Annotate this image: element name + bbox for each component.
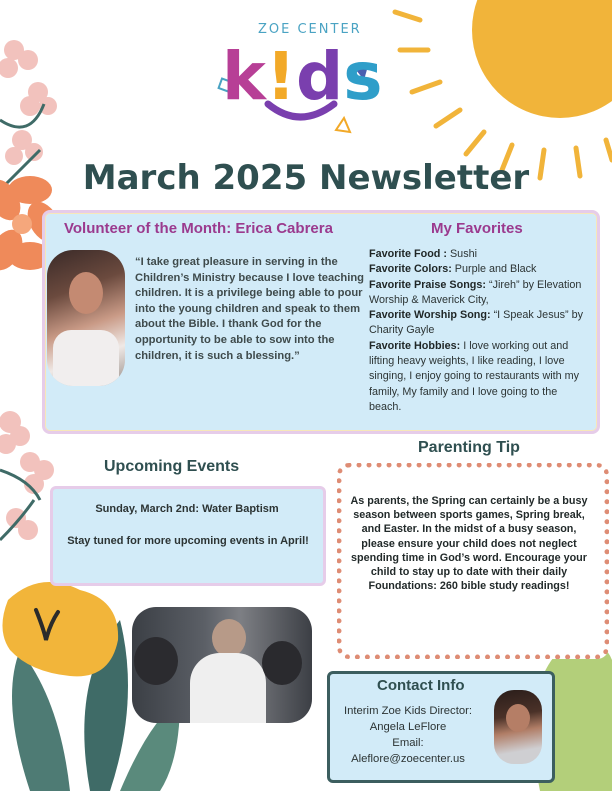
director-photo — [494, 690, 542, 764]
group-photo — [132, 607, 312, 723]
logo-letter-s: s — [343, 38, 383, 115]
favorite-item: Favorite Colors: Purple and Black — [369, 263, 537, 276]
page-title: March 2025 Newsletter — [82, 158, 530, 198]
contact-role: Interim Zoe Kids Director: — [343, 705, 473, 717]
volunteer-quote: “I take great pleasure in serving in the Children’s Ministry because I love teaching children. It is a privilege being able to pour into the young children and speak to them about the Bible. I thank God for the opportunity to be able to sow into the children, it is such a blessing.” — [135, 256, 364, 362]
parenting-tip-text: As parents, the Spring can certainly be a busy season between sports games, Spring break, and Easter. In the midst of a busy season, please ensure your child does not neglect spending time in God’s word. Encourage your child to stay up to date with their daily Foundations: 260 bible study readings! — [350, 495, 588, 593]
contact-email-label: Email: — [392, 737, 424, 749]
contact-email-link[interactable]: Aleflore@zoecenter.us — [351, 753, 465, 765]
favorite-item: Favorite Food : Sushi — [369, 248, 477, 260]
event-note: Stay tuned for more upcoming events in April! — [67, 535, 309, 547]
favorites-list — [369, 247, 591, 415]
favorite-item: Favorite Hobbies: I love working out and lifting heavy weights, I like reading, I love singing, I enjoy going to restaurants with my family, My family and I love going to the beach. — [369, 339, 580, 413]
brand-wordmark: ZOE CENTER — [258, 22, 362, 37]
contact-details — [332, 703, 484, 767]
event-item: Sunday, March 2nd: Water Baptism — [95, 503, 279, 515]
volunteer-heading: Volunteer of the Month: Erica Cabrera — [64, 220, 333, 237]
pink-flower-icon — [0, 40, 57, 165]
favorite-item: Favorite Praise Songs: “Jireh” by Elevation Worship & Maverick City, — [369, 278, 582, 306]
favorite-item: Favorite Worship Song: “I Speak Jesus” by Charity Gayle — [369, 309, 583, 337]
parenting-tip-heading: Parenting Tip — [418, 439, 520, 456]
logo-letter-k: k — [222, 38, 266, 115]
logo-letter-i: ! — [265, 38, 297, 115]
favorites-heading: My Favorites — [431, 220, 523, 237]
contact-heading: Contact Info — [377, 677, 465, 694]
events-heading: Upcoming Events — [104, 458, 240, 475]
logo-letter-d: d — [296, 38, 344, 115]
sun-icon — [395, 0, 612, 178]
contact-name: Angela LeFlore — [369, 721, 447, 733]
volunteer-photo — [47, 250, 125, 386]
kids-logo — [222, 38, 383, 115]
